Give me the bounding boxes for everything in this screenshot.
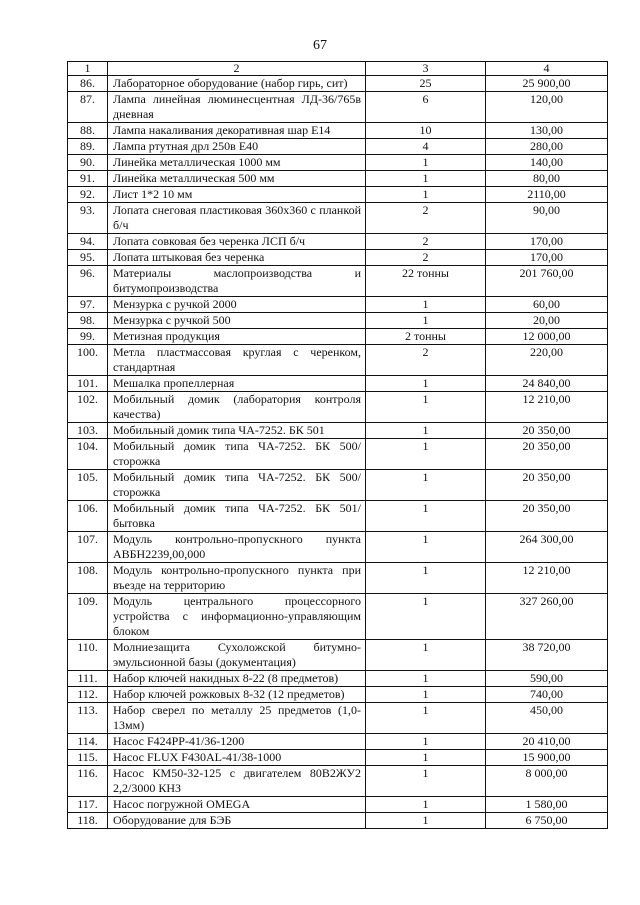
row-quantity: 2 — [366, 250, 486, 266]
table-row — [68, 92, 608, 123]
row-quantity: 1 — [366, 313, 486, 329]
row-quantity: 1 — [366, 813, 486, 829]
row-amount: 450,00 — [486, 703, 608, 734]
table-row — [68, 423, 608, 439]
row-name: Набор сверел по металлу 25 предметов (1,0-13мм) — [108, 703, 366, 734]
row-number: 116. — [68, 766, 108, 797]
row-quantity: 1 — [366, 501, 486, 532]
row-quantity: 1 — [366, 392, 486, 423]
row-quantity: 25 — [366, 76, 486, 92]
row-name: Метла пластмассовая круглая с черенком, стандартная — [108, 345, 366, 376]
row-number: 108. — [68, 563, 108, 594]
row-number: 92. — [68, 187, 108, 203]
row-quantity: 1 — [366, 297, 486, 313]
row-quantity: 22 тонны — [366, 266, 486, 297]
row-number: 90. — [68, 155, 108, 171]
table-row — [68, 266, 608, 297]
table-row — [68, 139, 608, 155]
row-quantity: 1 — [366, 797, 486, 813]
table-row — [68, 766, 608, 797]
table-row — [68, 345, 608, 376]
row-amount: 2110,00 — [486, 187, 608, 203]
row-amount: 170,00 — [486, 234, 608, 250]
row-name: Набор ключей накидных 8-22 (8 предметов) — [108, 671, 366, 687]
row-quantity: 6 — [366, 92, 486, 123]
row-number: 94. — [68, 234, 108, 250]
row-amount: 130,00 — [486, 123, 608, 139]
row-quantity: 1 — [366, 750, 486, 766]
row-name: Материалы маслопроизводства и битумопроизводства — [108, 266, 366, 297]
row-amount: 220,00 — [486, 345, 608, 376]
row-number: 105. — [68, 470, 108, 501]
row-amount: 25 900,00 — [486, 76, 608, 92]
row-quantity: 1 — [366, 155, 486, 171]
row-quantity: 2 — [366, 234, 486, 250]
table-row — [68, 187, 608, 203]
inventory-table — [67, 61, 608, 829]
row-number: 110. — [68, 640, 108, 671]
row-name: Мобильный домик типа ЧА-7252. БК 500/сторожка — [108, 470, 366, 501]
row-number: 102. — [68, 392, 108, 423]
row-number: 114. — [68, 734, 108, 750]
row-quantity: 1 — [366, 171, 486, 187]
header-col-2: 2 — [108, 62, 366, 76]
row-number: 111. — [68, 671, 108, 687]
row-amount: 327 260,00 — [486, 594, 608, 640]
table-row — [68, 439, 608, 470]
row-name: Насос КМ50-32-125 с двигателем 80В2ЖУ2 2,2/3000 КНЗ — [108, 766, 366, 797]
row-number: 100. — [68, 345, 108, 376]
row-amount: 20 410,00 — [486, 734, 608, 750]
row-number: 97. — [68, 297, 108, 313]
row-number: 107. — [68, 532, 108, 563]
row-name: Мобильный домик типа ЧА-7252. БК 501 — [108, 423, 366, 439]
row-quantity: 2 тонны — [366, 329, 486, 345]
row-quantity: 10 — [366, 123, 486, 139]
row-amount: 12 210,00 — [486, 563, 608, 594]
row-number: 86. — [68, 76, 108, 92]
table-row — [68, 750, 608, 766]
table-row — [68, 234, 608, 250]
row-name: Оборудование для БЭБ — [108, 813, 366, 829]
table-row — [68, 329, 608, 345]
table-row — [68, 313, 608, 329]
row-amount: 264 300,00 — [486, 532, 608, 563]
row-number: 95. — [68, 250, 108, 266]
row-name: Лампа накаливания декоративная шар Е14 — [108, 123, 366, 139]
row-amount: 24 840,00 — [486, 376, 608, 392]
row-amount: 170,00 — [486, 250, 608, 266]
table-row — [68, 250, 608, 266]
row-quantity: 1 — [366, 563, 486, 594]
table-row — [68, 797, 608, 813]
row-quantity: 1 — [366, 594, 486, 640]
row-amount: 120,00 — [486, 92, 608, 123]
row-amount: 140,00 — [486, 155, 608, 171]
table-row — [68, 563, 608, 594]
row-amount: 6 750,00 — [486, 813, 608, 829]
table-row — [68, 734, 608, 750]
row-amount: 20 350,00 — [486, 439, 608, 470]
row-quantity: 1 — [366, 439, 486, 470]
row-name: Лопата совковая без черенка ЛСП б/ч — [108, 234, 366, 250]
row-name: Модуль контрольно-пропускного пункта АВБН2239,00,000 — [108, 532, 366, 563]
row-name: Мобильный домик типа ЧА-7252. БК 501/бытовка — [108, 501, 366, 532]
row-amount: 20 350,00 — [486, 423, 608, 439]
row-name: Насос F424PP-41/36-1200 — [108, 734, 366, 750]
row-number: 96. — [68, 266, 108, 297]
table-row — [68, 123, 608, 139]
table-row — [68, 532, 608, 563]
row-number: 103. — [68, 423, 108, 439]
header-col-1: 1 — [68, 62, 108, 76]
row-name: Мобильный домик (лаборатория контроля качества) — [108, 392, 366, 423]
row-amount: 740,00 — [486, 687, 608, 703]
row-name: Насос погружной OMEGA — [108, 797, 366, 813]
row-name: Молниезащита Сухоложской битумно-эмульсионной базы (документация) — [108, 640, 366, 671]
row-name: Лопата штыковая без черенка — [108, 250, 366, 266]
table-row — [68, 76, 608, 92]
table-row — [68, 687, 608, 703]
table-row — [68, 392, 608, 423]
row-quantity: 1 — [366, 687, 486, 703]
row-name: Лампа линейная люминесцентная ЛД-36/765в дневная — [108, 92, 366, 123]
row-number: 112. — [68, 687, 108, 703]
row-amount: 38 720,00 — [486, 640, 608, 671]
table-row — [68, 171, 608, 187]
table-row — [68, 470, 608, 501]
row-quantity: 1 — [366, 470, 486, 501]
row-number: 87. — [68, 92, 108, 123]
table-row — [68, 155, 608, 171]
row-number: 117. — [68, 797, 108, 813]
row-quantity: 1 — [366, 703, 486, 734]
table-row — [68, 594, 608, 640]
row-name: Лист 1*2 10 мм — [108, 187, 366, 203]
row-quantity: 2 — [366, 345, 486, 376]
table-row — [68, 376, 608, 392]
page-number: 67 — [313, 38, 327, 53]
row-amount: 12 210,00 — [486, 392, 608, 423]
row-name: Насос FLUX F430AL-41/38-1000 — [108, 750, 366, 766]
row-number: 104. — [68, 439, 108, 470]
row-quantity: 1 — [366, 532, 486, 563]
row-number: 118. — [68, 813, 108, 829]
row-quantity: 1 — [366, 376, 486, 392]
row-amount: 12 000,00 — [486, 329, 608, 345]
table-row — [68, 297, 608, 313]
row-number: 115. — [68, 750, 108, 766]
row-quantity: 4 — [366, 139, 486, 155]
row-name: Лабораторное оборудование (набор гирь, сит) — [108, 76, 366, 92]
row-amount: 20,00 — [486, 313, 608, 329]
table-header-row — [68, 62, 608, 76]
row-name: Мешалка пропеллерная — [108, 376, 366, 392]
row-name: Линейка металлическая 500 мм — [108, 171, 366, 187]
table-row — [68, 813, 608, 829]
row-name: Набор ключей рожковых 8-32 (12 предметов) — [108, 687, 366, 703]
row-amount: 8 000,00 — [486, 766, 608, 797]
row-name: Линейка металлическая 1000 мм — [108, 155, 366, 171]
row-amount: 1 580,00 — [486, 797, 608, 813]
row-number: 88. — [68, 123, 108, 139]
row-amount: 80,00 — [486, 171, 608, 187]
row-amount: 60,00 — [486, 297, 608, 313]
table-row — [68, 671, 608, 687]
header-col-4: 4 — [486, 62, 608, 76]
row-amount: 20 350,00 — [486, 470, 608, 501]
row-name: Метизная продукция — [108, 329, 366, 345]
row-number: 113. — [68, 703, 108, 734]
row-number: 109. — [68, 594, 108, 640]
row-name: Лопата снеговая пластиковая 360х360 с планкой б/ч — [108, 203, 366, 234]
row-name: Модуль контрольно-пропускного пункта при въезде на территорию — [108, 563, 366, 594]
row-amount: 20 350,00 — [486, 501, 608, 532]
row-amount: 90,00 — [486, 203, 608, 234]
row-amount: 280,00 — [486, 139, 608, 155]
row-amount: 201 760,00 — [486, 266, 608, 297]
row-number: 89. — [68, 139, 108, 155]
table-row — [68, 203, 608, 234]
row-quantity: 1 — [366, 187, 486, 203]
row-name: Мензурка с ручкой 2000 — [108, 297, 366, 313]
row-number: 93. — [68, 203, 108, 234]
row-number: 99. — [68, 329, 108, 345]
header-col-3: 3 — [366, 62, 486, 76]
row-name: Модуль центрального процессорного устройства с информационно-управляющим блоком — [108, 594, 366, 640]
row-amount: 15 900,00 — [486, 750, 608, 766]
row-quantity: 1 — [366, 734, 486, 750]
table-row — [68, 703, 608, 734]
row-number: 91. — [68, 171, 108, 187]
row-amount: 590,00 — [486, 671, 608, 687]
row-quantity: 1 — [366, 766, 486, 797]
row-number: 101. — [68, 376, 108, 392]
row-name: Мобильный домик типа ЧА-7252. БК 500/сторожка — [108, 439, 366, 470]
row-number: 98. — [68, 313, 108, 329]
row-quantity: 1 — [366, 671, 486, 687]
table-row — [68, 501, 608, 532]
row-quantity: 2 — [366, 203, 486, 234]
row-quantity: 1 — [366, 423, 486, 439]
row-quantity: 1 — [366, 640, 486, 671]
row-number: 106. — [68, 501, 108, 532]
row-name: Мензурка с ручкой 500 — [108, 313, 366, 329]
table-row — [68, 640, 608, 671]
row-name: Лампа ртутная дрл 250в Е40 — [108, 139, 366, 155]
